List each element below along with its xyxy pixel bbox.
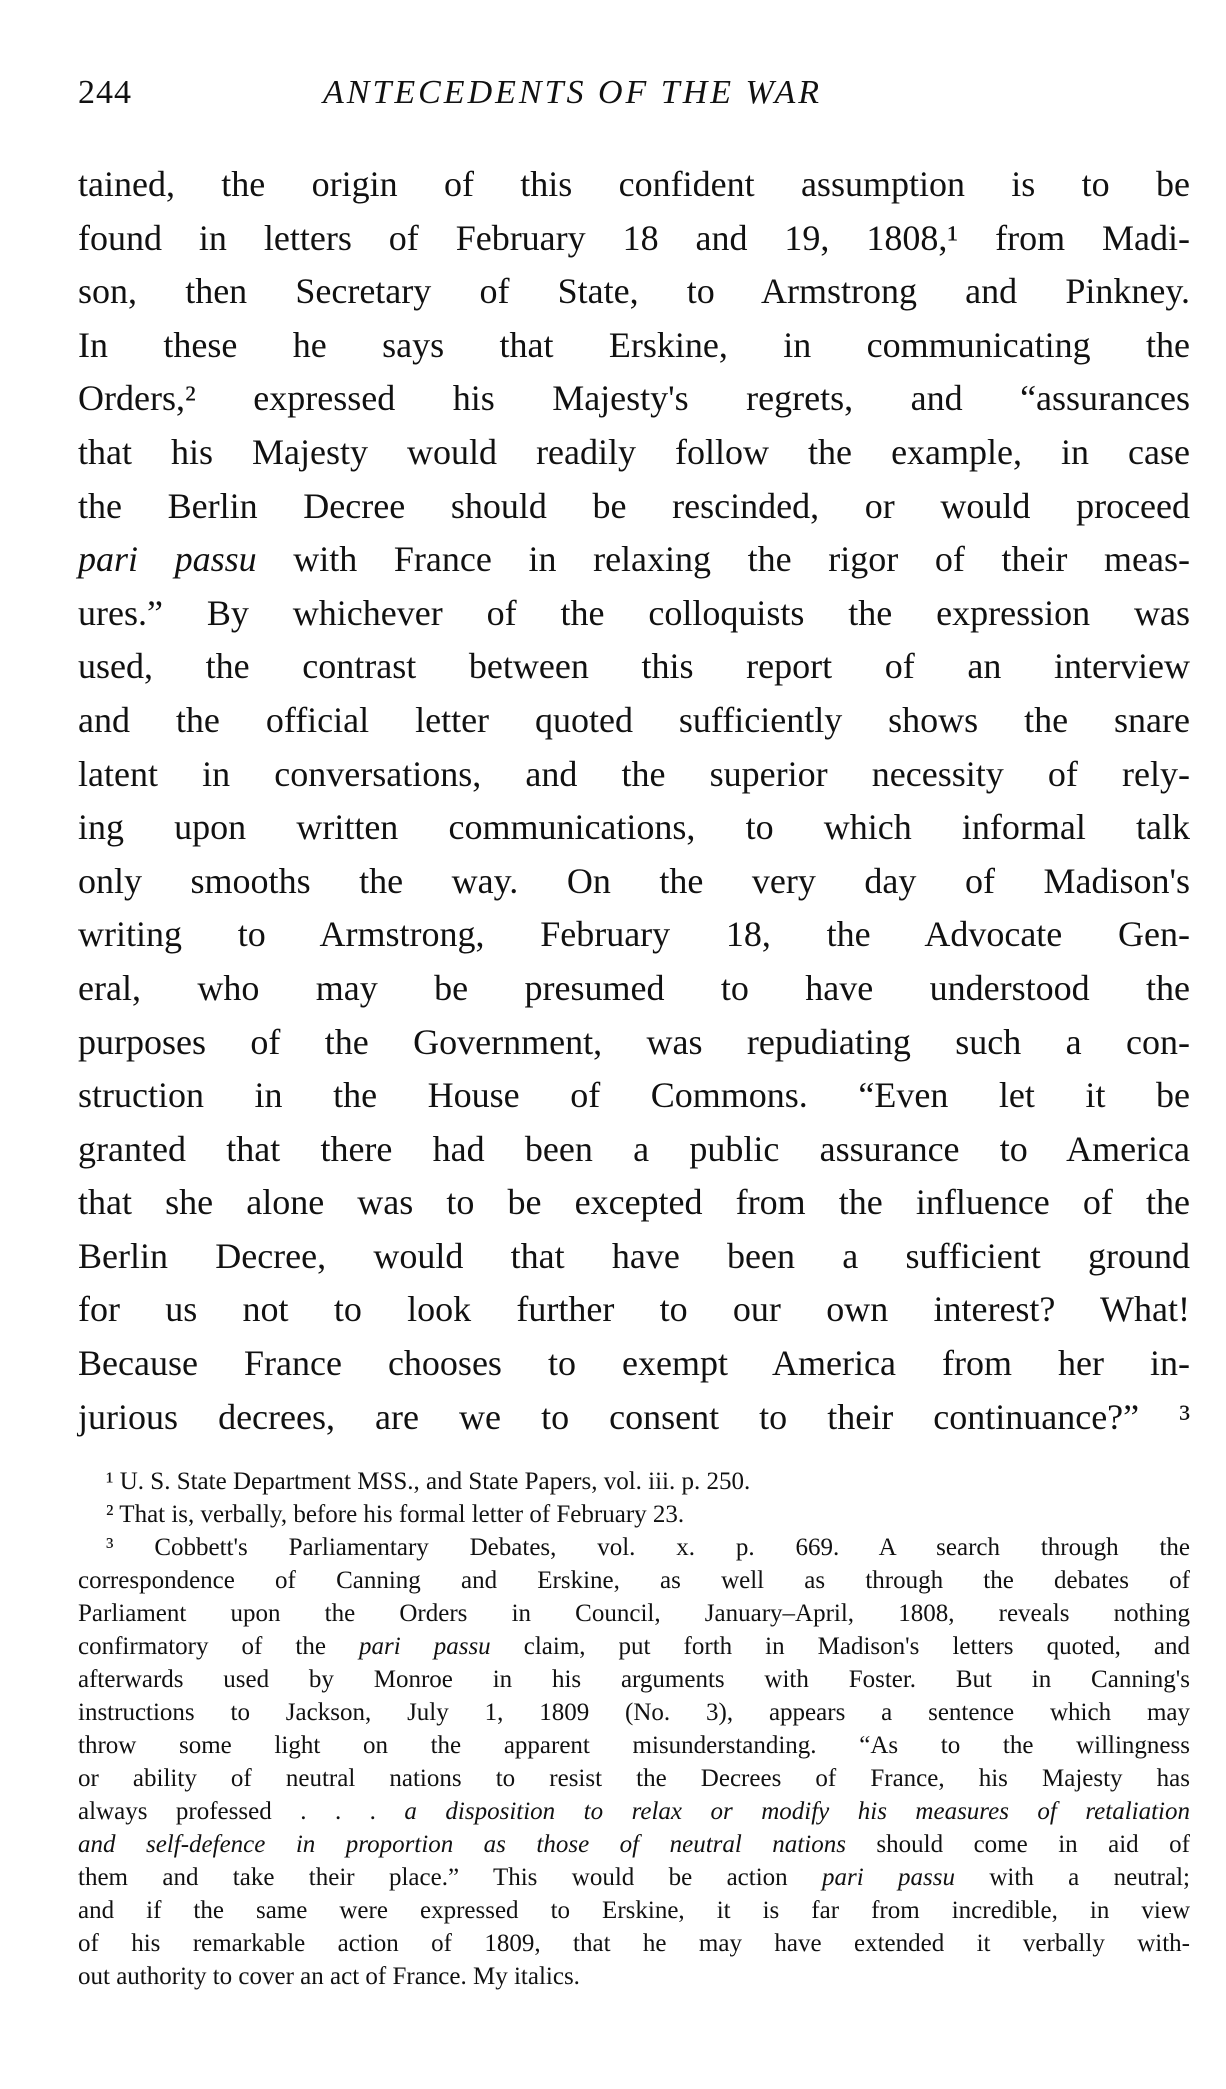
footnote-line: instructions to Jackson, July 1, 1809 (No. 3), appears a sentence which may: [78, 1699, 1190, 1726]
italic-phrase: and self-defence in proportion as those of neutral nations: [78, 1831, 846, 1858]
footnote-line: Parliament upon the Orders in Council, January–April, 1808, reveals nothing: [78, 1600, 1190, 1627]
body-text-line: ing upon written communications, to which informal talk: [78, 807, 1190, 848]
footnote-line: always professed . . . a disposition to relax or modify his measures of retaliation: [78, 1798, 1190, 1825]
body-text-line: ures.” By whichever of the colloquists the expression was: [78, 592, 1190, 633]
footnote-line: ¹ U. S. State Department MSS., and State Papers, vol. iii. p. 250.: [106, 1468, 751, 1495]
body-text-line: used, the contrast between this report of an interview: [78, 646, 1190, 687]
footnote-line: throw some light on the apparent misunderstanding. “As to the willingness: [78, 1732, 1190, 1759]
body-text-line: In these he says that Erskine, in communicating the: [78, 324, 1190, 365]
page-header: [78, 74, 1188, 134]
body-text-line: Berlin Decree, would that have been a sufficient ground: [78, 1235, 1190, 1276]
body-text-line: eral, who may be presumed to have understood the: [78, 967, 1190, 1008]
footnote-line: or ability of neutral nations to resist the Decrees of France, his Majesty has: [78, 1765, 1190, 1792]
footnote-line: out authority to cover an act of France. My italics.: [78, 1963, 580, 1990]
footnote-line: and if the same were expressed to Erskine, it is far from incredible, in view: [78, 1897, 1190, 1924]
italic-phrase: pari passu: [359, 1633, 491, 1660]
italic-phrase: pari passu: [822, 1864, 956, 1891]
page-number: 244: [78, 74, 132, 111]
body-text-line: granted that there had been a public assurance to America: [78, 1128, 1190, 1169]
body-text-line: only smooths the way. On the very day of Madison's: [78, 860, 1190, 901]
footnote-line: of his remarkable action of 1809, that he may have extended it verbally with-: [78, 1930, 1190, 1957]
footnote-line: them and take their place.” This would be action pari passu with a neutral;: [78, 1864, 1190, 1891]
footnote-line: and self-defence in proportion as those of neutral nations should come in aid of: [78, 1831, 1190, 1858]
body-text-line: that his Majesty would readily follow the example, in case: [78, 431, 1190, 472]
body-text-line: Because France chooses to exempt America from her in-: [78, 1343, 1190, 1384]
body-text-line: latent in conversations, and the superior necessity of rely-: [78, 753, 1190, 794]
footnotes-block: [78, 1465, 1190, 1993]
body-text-line: Orders,² expressed his Majesty's regrets, and “assurances: [78, 378, 1190, 419]
body-text-line: that she alone was to be excepted from the influence of the: [78, 1182, 1190, 1223]
body-text-line: tained, the origin of this confident assumption is to be: [78, 164, 1190, 204]
footnote-line: ² That is, verbally, before his formal letter of February 23.: [106, 1501, 685, 1528]
running-title: ANTECEDENTS OF THE WAR: [323, 74, 823, 111]
body-text-line: struction in the House of Commons. “Even let it be: [78, 1075, 1190, 1116]
footnote-line: afterwards used by Monroe in his arguments with Foster. But in Canning's: [78, 1666, 1190, 1693]
body-text-line: the Berlin Decree should be rescinded, or would proceed: [78, 485, 1190, 526]
italic-phrase: a disposition to relax or modify his measures of retaliation: [404, 1798, 1190, 1825]
body-text-line: found in letters of February 18 and 19, 1808,¹ from Madi-: [78, 217, 1190, 258]
body-text-line: jurious decrees, are we to consent to their continuance?” ³: [78, 1396, 1190, 1437]
footnote-line: ³ Cobbett's Parliamentary Debates, vol. x. p. 669. A search through the: [106, 1534, 1190, 1561]
footnote-line: correspondence of Canning and Erskine, as well as through the debates of: [78, 1567, 1190, 1594]
body-text-line: pari passu with France in relaxing the rigor of their meas-: [78, 539, 1190, 580]
body-text-line: writing to Armstrong, February 18, the Advocate Gen-: [78, 914, 1190, 955]
body-text-line: for us not to look further to our own interest? What!: [78, 1289, 1190, 1330]
main-text-block: [78, 158, 1190, 1444]
footnote-line: confirmatory of the pari passu claim, put forth in Madison's letters quoted, and: [78, 1633, 1190, 1660]
italic-phrase: pari passu: [78, 539, 257, 580]
body-text-line: purposes of the Government, was repudiating such a con-: [78, 1021, 1190, 1062]
body-text-line: and the official letter quoted sufficiently shows the snare: [78, 699, 1190, 740]
body-text-line: son, then Secretary of State, to Armstrong and Pinkney.: [78, 271, 1190, 312]
